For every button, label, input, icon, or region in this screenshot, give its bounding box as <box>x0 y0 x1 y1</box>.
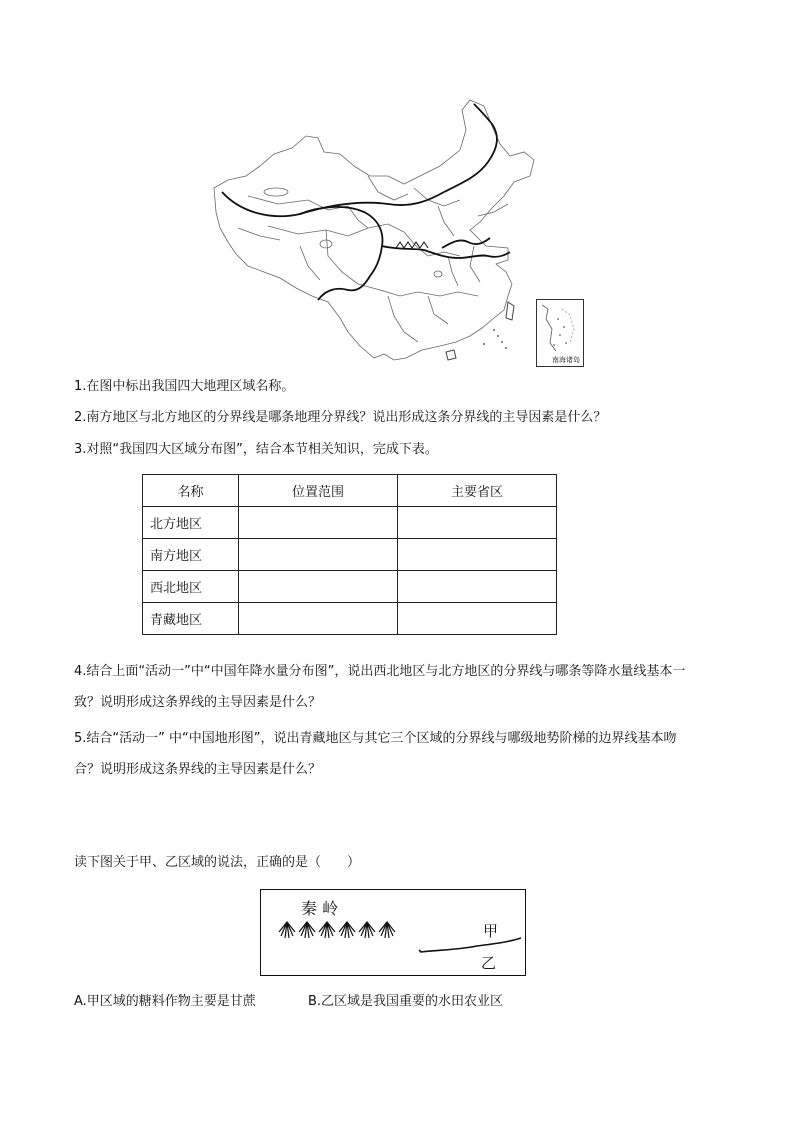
blank-cell[interactable] <box>239 571 398 603</box>
hainan-island <box>446 350 456 360</box>
header-name: 名称 <box>143 475 239 507</box>
mcq-stem: 读下图关于甲、乙区域的说法，正确的是（ ） <box>74 855 361 870</box>
question-2: 2.南方地区与北方地区的分界线是哪条地理分界线？说出形成这条分界线的主导因素是什么？ <box>74 410 607 425</box>
boundary-qinghai-tibet <box>300 207 382 300</box>
blank-cell[interactable] <box>239 603 398 635</box>
header-provinces: 主要省区 <box>398 475 557 507</box>
option-a[interactable]: A.甲区域的糖料作物主要是甘蔗 <box>74 994 256 1009</box>
taiwan-island <box>506 302 514 320</box>
china-regions-map <box>208 96 538 368</box>
table-row <box>143 507 557 539</box>
boundary-northwest <box>222 104 497 216</box>
question-4-line-2: 致？说明形成这条界线的主导因素是什么？ <box>74 695 322 710</box>
dividing-line <box>417 936 523 958</box>
row-label: 北方地区 <box>143 507 239 539</box>
blank-cell[interactable] <box>398 571 557 603</box>
regions-table <box>142 474 557 635</box>
question-5-line-1: 5.结合“活动一” 中“中国地形图”，说出青藏地区与其它三个区域的分界线与哪级地势阶梯的边界线基本吻 <box>74 731 677 746</box>
region-yi-label: 乙 <box>481 954 497 972</box>
row-label: 南方地区 <box>143 539 239 571</box>
china-border <box>214 100 534 360</box>
inset-label: 南海诸岛 <box>552 356 580 364</box>
blank-cell[interactable] <box>398 507 557 539</box>
blank-cell[interactable] <box>398 539 557 571</box>
table-header-row <box>143 475 557 507</box>
boundary-qinling-huaihe <box>382 246 510 258</box>
question-3: 3.对照“我国四大区域分布图”，结合本节相关知识，完成下表。 <box>74 442 438 457</box>
blank-cell[interactable] <box>398 603 557 635</box>
blank-cell[interactable] <box>239 539 398 571</box>
mountain-range-symbol <box>277 918 407 944</box>
table-row <box>143 539 557 571</box>
region-jia-label: 甲 <box>483 922 499 940</box>
qinling-figure <box>260 889 526 976</box>
header-location: 位置范围 <box>239 475 398 507</box>
question-4-line-1: 4.结合上面“活动一”中“中国年降水量分布图”，说出西北地区与北方地区的分界线与哪条等降水量线基本一 <box>74 664 686 679</box>
row-label: 青藏地区 <box>143 603 239 635</box>
row-label: 西北地区 <box>143 571 239 603</box>
mountain-label: 秦 岭 <box>301 899 339 918</box>
question-5-line-2: 合？说明形成这条界线的主导因素是什么？ <box>74 762 322 777</box>
question-1: 1.在图中标出我国四大地理区域名称。 <box>74 379 295 394</box>
table-row <box>143 603 557 635</box>
option-b[interactable]: B.乙区域是我国重要的水田农业区 <box>308 994 504 1009</box>
table-row <box>143 571 557 603</box>
blank-cell[interactable] <box>239 507 398 539</box>
